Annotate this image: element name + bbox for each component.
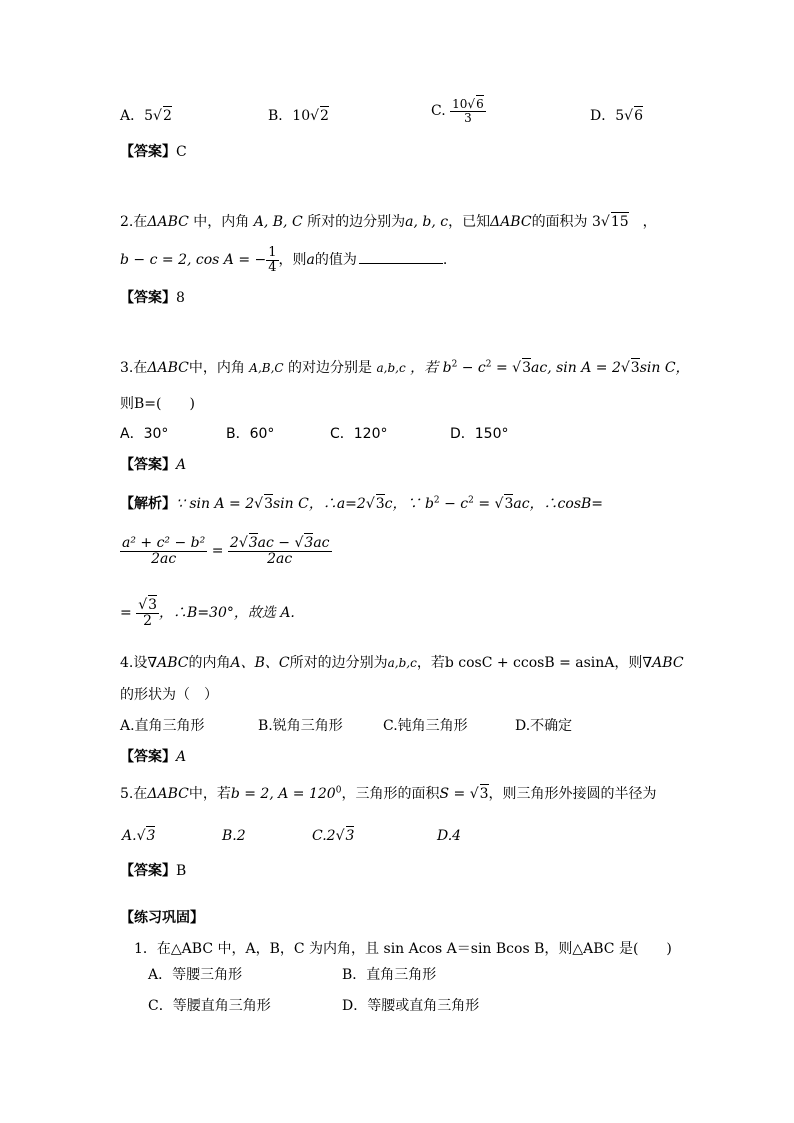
q4-line2: 的形状为（ ） — [120, 687, 218, 703]
q1-option-c-den: 3 — [464, 110, 472, 125]
q4-text: ，则 — [614, 655, 643, 671]
q2-text: 中，内角 — [188, 214, 254, 230]
q2-text: 的面积为 3 — [531, 214, 601, 230]
q1-option-d-radicand: 6 — [634, 108, 643, 124]
q3-analysis-text: ∵ sin A = 2 — [176, 496, 255, 512]
q3-radicand: 3 — [522, 360, 531, 376]
q3-analysis-text: ac，∴cosB= — [513, 496, 604, 512]
q1-option-b: B．10√2 — [268, 108, 329, 124]
q3-frac1-num: a² + c² − b² — [122, 535, 206, 551]
q3-analysis-fraction-line: $\frac{\text{a² + c² − b²}}{2ac}$ = $\frac{2√3ac - √3ac}{2ac}$ — [122, 535, 330, 567]
q3-option-b: B．60° — [226, 426, 275, 442]
q4-text: 所对的边分别为 — [289, 655, 388, 671]
q3-text: − c — [457, 360, 486, 376]
q3-result-radicand: 3 — [148, 597, 158, 613]
q2-answer-blank[interactable] — [359, 262, 443, 264]
q1-option-d-label: D．5 — [590, 108, 625, 124]
q2-line1: 2.在ΔABC 中，内角 A, B, C 所对的边分别为a, b, c，已知ΔABC的面积为 3√15 ， — [120, 214, 657, 230]
q1-option-c: C. $\frac{10√6}{3}$ — [431, 97, 484, 125]
q2-angles: A, B, C — [253, 214, 303, 230]
q2-text: 所对的边分别为 — [302, 214, 406, 230]
q3-frac2-radicand: 3 — [248, 535, 258, 551]
q5-option-c-label: C.2 — [312, 828, 336, 844]
q3-text: 中，内角 — [188, 360, 250, 376]
q2-answer-label: 【答案】 — [120, 290, 176, 306]
q3-result-den: 2 — [143, 612, 153, 629]
q5-option-b: B.2 — [222, 828, 246, 844]
q3-option-c: C．120° — [330, 426, 388, 442]
q3-frac2-den: 2ac — [267, 550, 293, 567]
q3-analysis-radicand: 3 — [504, 496, 514, 512]
q2-text: 的值为 — [314, 252, 357, 269]
q3-line1: 3.在ΔABC中，内角 A,B,C 的对边分别是 a,b,c ，若 $b^2 - c^2 = √3ac$, sin A = 2√3sin C， — [120, 359, 690, 376]
q5-answer-value: B — [176, 863, 187, 879]
q2-sides: a, b, c — [405, 214, 449, 230]
q2-line2 — [120, 246, 447, 274]
q1-option-a-radicand: 2 — [162, 108, 172, 124]
q3-text: sin C， — [639, 360, 690, 376]
practice-q1-option-a: A．等腰三角形 — [148, 967, 243, 983]
q5-text: ，三角形的面积 — [341, 786, 440, 802]
q3-analysis-line1: 【解析】∵ sin A = 2√3sin C，∴a=2√3c，∵ $b^2 - c^2 = √3ac$，∴cosB= — [120, 495, 604, 512]
q3-text: ，若 b — [405, 360, 452, 376]
q4-answer — [120, 750, 186, 764]
q3-analysis-result: = $\frac{√3}{2}$ ，∴B=30°，故选 A. — [120, 597, 295, 629]
q3-analysis-text: = — [473, 496, 495, 512]
q2-text: ， — [642, 214, 657, 230]
q2-text: . — [442, 252, 448, 269]
q2-frac-num: 1 — [268, 245, 277, 260]
q2-frac-den: 4 — [268, 259, 277, 275]
q1-option-a: A．5√2 — [120, 108, 172, 124]
q2-text: ，则 — [278, 252, 307, 269]
q4-option-b: B.锐角三角形 — [258, 718, 343, 734]
q5-option-d: D.4 — [437, 828, 462, 844]
q3-sides: a,b,c — [376, 361, 406, 375]
q3-answer — [120, 458, 186, 472]
q2-text: 2.在 — [120, 214, 148, 230]
q5-option-a-radicand: 3 — [146, 828, 156, 844]
q3-text: ac, sin A = 2 — [531, 360, 621, 376]
q4-angles: A、B、C — [230, 655, 290, 671]
practice-q1-option-b: B．直角三角形 — [342, 967, 437, 983]
q5-text: S = — [439, 786, 470, 802]
q1-option-c-num-coef: 10 — [452, 97, 468, 111]
q5-text: 5.在 — [120, 786, 148, 802]
q4-text: 的内角 — [188, 655, 231, 671]
q2-answer-value: 8 — [176, 290, 185, 306]
q4-option-c: C.钝角三角形 — [383, 718, 468, 734]
q3-analysis-radicand: 3 — [264, 496, 273, 512]
q3-text: 的对边分别是 — [283, 360, 377, 376]
q5-condition: b = 2, A = 120 — [230, 786, 336, 802]
q4-triangle: ∇ABC — [147, 655, 189, 671]
q5-option-c: C.2√3 — [312, 828, 355, 844]
q3-line2: 则B=( ) — [120, 396, 195, 412]
q1-option-d: D．5√6 — [590, 108, 643, 124]
practice-q1-option-d: D．等腰或直角三角形 — [342, 998, 480, 1014]
q4-answer-label: 【答案】 — [120, 749, 176, 765]
q3-text: 3.在 — [120, 360, 148, 376]
q3-answer-label: 【答案】 — [120, 457, 176, 473]
q2-triangle: ΔABC — [147, 214, 189, 230]
q5-option-a-label: A. — [122, 828, 137, 844]
q1-answer — [120, 145, 187, 159]
q1-answer-value: C — [176, 144, 187, 160]
q4-option-a: A.直角三角形 — [120, 718, 205, 734]
practice-q1-text: 1．在△ABC 中，A，B，C 为内角，且 sin Acos A＝sin Bcos B，则△ABC 是( ) — [134, 941, 672, 957]
q5-answer — [120, 864, 186, 878]
q2-variable: a — [306, 252, 315, 269]
q1-option-a-label: A．5 — [120, 108, 154, 124]
q3-frac2-radicand: 3 — [304, 535, 314, 551]
q3-analysis-text: − c — [439, 496, 469, 512]
q3-frac2-text: ac — [313, 535, 330, 551]
q3-frac2-text: 2 — [229, 535, 239, 551]
practice-heading: 【练习巩固】 — [120, 910, 204, 926]
q3-analysis-text: c，∵ b — [384, 496, 434, 512]
q1-option-b-radicand: 2 — [320, 108, 329, 124]
q3-answer-value: A — [176, 457, 187, 473]
q2-triangle: ΔABC — [490, 214, 532, 230]
q5-text: ，则三角形外接圆的半径为 — [488, 786, 657, 802]
q5-option-a: A.√3 — [122, 828, 156, 844]
practice-q1-option-c: C．等腰直角三角形 — [148, 998, 271, 1014]
q4-option-d: D.不确定 — [515, 718, 573, 734]
q4-equation: b cosC + ccosB = asinA — [444, 655, 615, 671]
q4-text: ，若 — [416, 655, 445, 671]
q3-option-a: A．30° — [120, 426, 169, 442]
q5-radicand: 3 — [479, 786, 489, 802]
q5-text: 中，若 — [188, 786, 231, 802]
q3-frac2-text: ac − — [257, 535, 295, 551]
q5-option-c-radicand: 3 — [345, 828, 355, 844]
q3-analysis-text: sin C，∴a=2 — [272, 496, 366, 512]
q5-triangle: ΔABC — [147, 786, 189, 802]
q4-sides: a,b,c — [387, 656, 417, 670]
q2-answer — [120, 291, 185, 305]
q4-text: 4.设 — [120, 655, 148, 671]
q1-option-c-num-radicand: 6 — [476, 97, 484, 111]
q1-answer-label: 【答案】 — [120, 144, 176, 160]
q3-angles: A,B,C — [249, 361, 284, 375]
q4-line1 — [120, 656, 684, 670]
q2-condition: b − c = 2, cos A = − — [120, 252, 267, 269]
q3-text: = — [491, 360, 513, 376]
q3-frac1-den: 2ac — [151, 550, 177, 567]
q3-result-text: ，∴B=30°，故选 A. — [159, 605, 295, 622]
q1-option-b-label: B．10 — [268, 108, 311, 124]
q3-analysis-label: 【解析】 — [120, 496, 176, 512]
q5-line1: 5.在ΔABC中，若b = 2, $A = 120^0$，三角形的面积S = √3，则三角形外接圆的半径为 — [120, 785, 657, 802]
q4-triangle: ∇ABC — [642, 655, 684, 671]
q4-answer-value: A — [176, 749, 187, 765]
q2-text: ，已知 — [448, 214, 491, 230]
q3-analysis-radicand: 3 — [375, 496, 385, 512]
q3-radicand: 3 — [630, 360, 640, 376]
q2-radicand: 15 — [610, 214, 629, 230]
q3-option-d: D．150° — [450, 426, 509, 442]
q5-answer-label: 【答案】 — [120, 863, 176, 879]
q1-option-c-label: C. — [431, 103, 446, 120]
q3-triangle: ΔABC — [147, 360, 189, 376]
